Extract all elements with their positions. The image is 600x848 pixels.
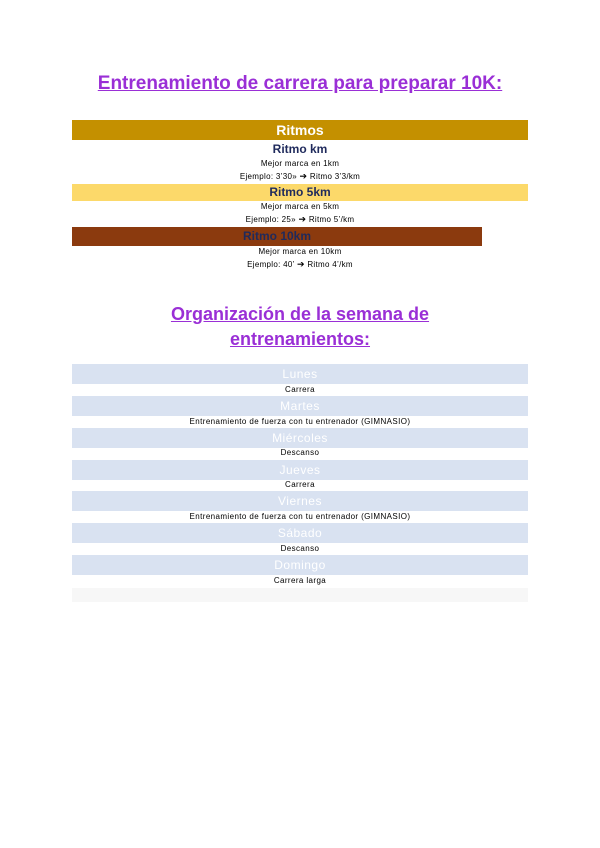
day-band-miercoles: Miércoles bbox=[72, 428, 528, 448]
ritmos-header: Ritmos bbox=[72, 120, 528, 140]
ritmo-5km-example-result: Ritmo 5’/km bbox=[308, 215, 355, 224]
ritmo-10km-example-result: Ritmo 4’/km bbox=[307, 260, 353, 269]
ritmo-5km-label: Ritmo 5km bbox=[72, 184, 528, 201]
ritmo-5km-example-text: Ejemplo: 25» bbox=[245, 215, 296, 224]
ritmo-10km-example bbox=[0, 259, 600, 270]
arrow-right-icon: ➔ bbox=[299, 171, 308, 181]
day-band-sabado: Sábado bbox=[72, 523, 528, 543]
arrow-right-icon: ➔ bbox=[296, 259, 305, 269]
ritmo-10km-description: Mejor marca en 10km bbox=[258, 247, 342, 256]
ritmo-5km-example bbox=[0, 214, 600, 225]
document-title: Entrenamiento de carrera para preparar 10K: bbox=[97, 73, 503, 94]
ritmo-km-example-result: Ritmo 3’3/km bbox=[309, 172, 361, 181]
activity-lunes: Carrera bbox=[285, 385, 315, 394]
activity-miercoles: Descanso bbox=[280, 448, 320, 457]
week-section-title-line2: entrenamientos: bbox=[229, 329, 371, 349]
activity-jueves: Carrera bbox=[285, 480, 315, 489]
day-band-viernes: Viernes bbox=[72, 491, 528, 511]
activity-viernes: Entrenamiento de fuerza con tu entrenador (GIMNASIO) bbox=[189, 512, 411, 521]
ritmo-10km-example-text: Ejemplo: 40’ bbox=[247, 260, 295, 269]
ritmo-km-label: Ritmo km bbox=[272, 142, 328, 156]
day-band-martes: Martes bbox=[72, 396, 528, 416]
day-band-domingo: Domingo bbox=[72, 555, 528, 575]
activity-sabado: Descanso bbox=[280, 544, 320, 553]
arrow-right-icon: ➔ bbox=[298, 214, 307, 224]
ritmo-10km-label: Ritmo 10km bbox=[72, 227, 482, 246]
activity-domingo: Carrera larga bbox=[273, 576, 327, 585]
ritmo-km-example-text: Ejemplo: 3’30» bbox=[239, 172, 297, 181]
ritmo-km-example bbox=[0, 171, 600, 182]
day-band-lunes: Lunes bbox=[72, 364, 528, 384]
ritmo-km-description: Mejor marca en 1km bbox=[260, 159, 340, 168]
ritmo-5km-description: Mejor marca en 5km bbox=[260, 202, 340, 211]
week-section-title bbox=[0, 302, 600, 352]
table-footer-band bbox=[72, 588, 528, 602]
day-band-jueves: Jueves bbox=[72, 460, 528, 480]
activity-martes: Entrenamiento de fuerza con tu entrenador (GIMNASIO) bbox=[189, 417, 411, 426]
week-section-title-line1: Organización de la semana de bbox=[170, 304, 430, 324]
